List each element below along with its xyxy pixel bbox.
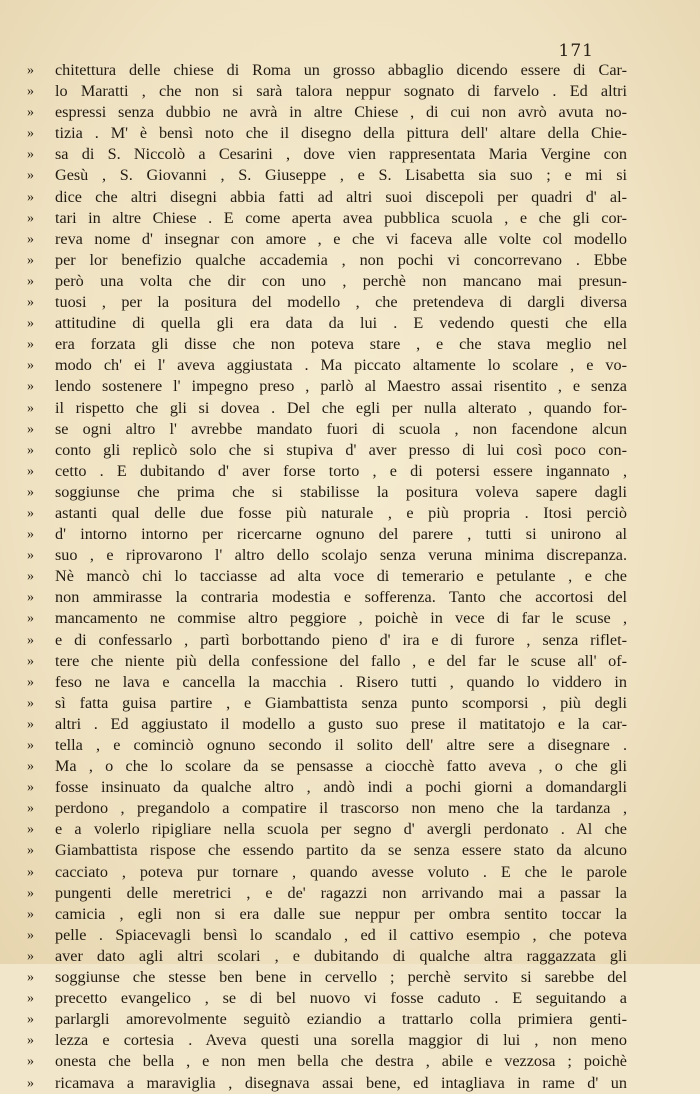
text-line — [27, 819, 627, 840]
quote-mark: » — [27, 801, 34, 817]
quote-mark: » — [27, 738, 34, 753]
text-line — [27, 440, 627, 461]
text-line — [27, 883, 627, 904]
quote-mark: » — [27, 590, 34, 606]
text-line — [27, 967, 627, 988]
quote-mark: » — [27, 379, 34, 395]
quote-mark: » — [27, 463, 34, 479]
line-text: feso ne lava e cancella la macchia . Risero tutti , quando lo viddero in — [55, 672, 627, 691]
quote-mark: » — [27, 822, 34, 838]
line-text: tari in altre Chiese . E come aperta avea pubblica scuola , e che gli cor- — [55, 208, 627, 227]
text-line — [27, 862, 627, 883]
text-line — [27, 229, 627, 250]
page-number: 171 — [558, 41, 594, 61]
quote-mark: » — [27, 421, 34, 437]
quote-mark: » — [27, 84, 34, 100]
text-line — [27, 651, 627, 672]
quote-mark: » — [27, 991, 34, 1007]
quote-mark: » — [27, 400, 34, 416]
quote-mark: » — [27, 442, 34, 458]
line-text: attitudine di quella gli era data da lui . E vedendo questi che ella — [55, 314, 627, 333]
line-text: Giambattista rispose che essendo partito da se senza essere stato da alcuno — [55, 841, 627, 860]
body-text — [27, 60, 627, 1094]
line-text: dice che altri disegni abbia fatti ad altri suoi discepoli per quadri d' al- — [55, 187, 627, 206]
quote-mark: » — [27, 780, 34, 796]
quote-mark: » — [27, 126, 34, 142]
quote-mark: » — [27, 611, 34, 627]
quote-mark: » — [27, 63, 34, 78]
text-line — [27, 1030, 627, 1051]
text-line — [27, 756, 627, 777]
quote-mark: » — [27, 927, 34, 943]
quote-mark: » — [27, 337, 34, 353]
quote-mark: » — [27, 527, 34, 543]
quote-mark: » — [27, 569, 34, 585]
line-text: Nè mancò chi lo tacciasse ad alta voce di temerario e petulante , e che — [55, 567, 627, 586]
text-line — [27, 334, 627, 355]
line-text: Ma , o che lo scolare da se pensasse a ciocchè fatto aveva , o che gli — [55, 757, 627, 776]
line-text: precetto evangelico , se di bel nuovo vi fosse caduto . E seguitando a — [55, 989, 627, 1008]
quote-mark: » — [27, 316, 34, 332]
quote-mark: » — [27, 843, 34, 859]
line-text: lendo sostenere l' impegno preso , parlò al Maestro assai risentito , e senza — [55, 377, 627, 396]
text-line — [27, 587, 627, 608]
text-line — [27, 798, 627, 819]
text-line — [27, 355, 627, 376]
text-line — [27, 208, 627, 229]
line-text: pungenti delle meretrici , e de' ragazzi non arrivando mai a passar la — [55, 883, 627, 902]
quote-mark: » — [27, 484, 34, 500]
quote-mark: » — [27, 948, 34, 964]
quote-mark: » — [27, 548, 34, 564]
line-text: ricamava a maraviglia , disegnava assai bene, ed intagliava in rame d' un — [55, 1073, 627, 1092]
line-text: aver dato agli altri scolari , e dubitando di qualche altra raggazzata gli — [55, 946, 627, 965]
line-text: pelle . Spiacevagli bensì lo scandalo , ed il cattivo esempio , che poteva — [55, 925, 627, 944]
line-text: suo , e riprovarono l' altro dello scolajo senza veruna minima discrepanza. — [55, 546, 627, 565]
line-text: soggiunse che prima che si stabilisse la positura voleva sapere dagli — [55, 482, 627, 501]
text-line — [27, 503, 627, 524]
text-line — [27, 271, 627, 292]
quote-mark: » — [27, 759, 34, 775]
text-line — [27, 165, 627, 186]
text-line — [27, 482, 627, 503]
quote-mark: » — [27, 252, 34, 268]
text-line — [27, 608, 627, 629]
text-line — [27, 102, 627, 123]
text-line — [27, 566, 627, 587]
line-text: onesta che bella , e non men bella che destra , abile e vezzosa ; poichè — [55, 1052, 627, 1071]
quote-mark: » — [27, 210, 34, 226]
line-text: modo ch' ei l' aveva aggiustata . Ma piccato altamente lo scolare , e vo- — [55, 356, 627, 375]
line-text: e di confessarlo , partì borbottando pieno d' ira e di furore , senza riflet- — [55, 630, 627, 649]
line-text: perdono , pregandolo a compatire il trascorso non meno che la tardanza , — [55, 799, 627, 818]
quote-mark: » — [27, 716, 34, 732]
text-line — [27, 313, 627, 334]
line-text: era forzata gli disse che non poteva stare , e che stava meglio nel — [55, 335, 627, 354]
quote-mark: » — [27, 168, 34, 184]
quote-mark: » — [27, 273, 34, 289]
line-text: altri . Ed aggiustato il modello a gusto suo prese il matitatojo e la car- — [55, 714, 627, 733]
line-text: per lor benefizio qualche accademia , non pochi vi concorrevano . Ebbe — [55, 250, 627, 269]
text-line — [27, 81, 627, 102]
line-text: tizia . M' è bensì noto che il disegno della pittura dell' altare della Chie- — [55, 124, 627, 143]
quote-mark: » — [27, 189, 34, 205]
text-line — [27, 925, 627, 946]
line-text: lezza e cortesia . Aveva questi una sorella maggior di lui , non meno — [55, 1031, 627, 1050]
line-text: reva nome d' insegnar con amore , e che vi faceva alle volte col modello — [55, 229, 627, 248]
quote-mark: » — [27, 1054, 34, 1070]
line-text: sì fatta guisa partire , e Giambattista senza punto scomporsi , più degli — [55, 693, 627, 712]
text-line — [27, 988, 627, 1009]
quote-mark: » — [27, 295, 34, 311]
quote-mark: » — [27, 1033, 34, 1049]
text-line — [27, 461, 627, 482]
quote-mark: » — [27, 632, 34, 648]
line-text: chitettura delle chiese di Roma un grosso abbaglio dicendo essere di Car- — [55, 61, 627, 79]
text-line — [27, 398, 627, 419]
line-text: se ogni altro l' avrebbe mandato fuori di scuola , non facendone alcun — [55, 419, 627, 438]
quote-mark: » — [27, 147, 34, 163]
quote-mark: » — [27, 674, 34, 690]
quote-mark: » — [27, 105, 34, 121]
text-line — [27, 904, 627, 925]
text-line — [27, 292, 627, 313]
line-text: fosse insinuato da qualche altro , andò indi a pochi giorni a domandargli — [55, 778, 627, 797]
line-text: astanti qual delle due fosse più naturale , e più propria . Itosi perciò — [55, 503, 627, 522]
line-text: conto gli replicò solo che si stupiva d' aver presso di lui così poco con- — [55, 440, 627, 459]
line-text: cacciato , poteva pur tornare , quando avesse voluto . E che le parole — [55, 862, 627, 881]
line-text: Gesù , S. Giovanni , S. Giuseppe , e S. Lisabetta sia suo ; e mi si — [55, 166, 627, 185]
text-line — [27, 187, 627, 208]
text-line — [27, 1073, 627, 1094]
quote-mark: » — [27, 970, 34, 986]
line-text: tere che niente più della confessione del fallo , e del far le scuse all' of- — [55, 651, 627, 670]
line-text: soggiunse che stesse ben bene in cervello ; perchè servito si sarebbe del — [55, 968, 627, 987]
text-line — [27, 545, 627, 566]
text-line — [27, 1009, 627, 1030]
quote-mark: » — [27, 358, 34, 374]
line-text: tuosi , per la positura del modello , che pretendeva di dargli diversa — [55, 293, 627, 312]
line-text: lo Maratti , che non si sarà talora neppur sognato di farvelo . Ed altri — [55, 82, 627, 101]
text-line — [27, 630, 627, 651]
line-text: mancamento ne commise altro peggiore , poichè in vece di far le scuse , — [55, 609, 627, 628]
line-text: tella , e cominciò ognuno secondo il solito dell' altre sere a disegnare . — [55, 736, 627, 754]
line-text: cetto . E dubitando d' aver forse torto , e di potersi essere ingannato , — [55, 461, 627, 480]
line-text: d' intorno intorno per ricercarne ognuno del parere , tutti si unirono al — [55, 525, 627, 544]
text-line — [27, 777, 627, 798]
quote-mark: » — [27, 695, 34, 711]
text-line — [27, 376, 627, 397]
text-line — [27, 144, 627, 165]
line-text: espressi senza dubbio ne avrà in altre Chiese , di cui non avrò avuta no- — [55, 103, 627, 122]
text-line — [27, 250, 627, 271]
line-text: camicia , egli non si era dalle sue neppur per ombra sentito toccar la — [55, 904, 627, 923]
text-line — [27, 60, 627, 81]
quote-mark: » — [27, 906, 34, 922]
quote-mark: » — [27, 505, 34, 521]
line-text: però una volta che dir con uno , perchè non mancano mai presun- — [55, 271, 627, 290]
quote-mark: » — [27, 1075, 34, 1091]
quote-mark: » — [27, 1012, 34, 1028]
text-line — [27, 840, 627, 861]
text-line — [27, 735, 627, 756]
text-line — [27, 714, 627, 735]
text-line — [27, 672, 627, 693]
text-line — [27, 693, 627, 714]
line-text: parlargli amorevolmente seguitò eziandio a trattarlo colla primiera genti- — [55, 1010, 627, 1029]
line-text: non ammirasse la contraria modestia e sofferenza. Tanto che accortosi del — [55, 588, 627, 607]
quote-mark: » — [27, 885, 34, 901]
line-text: e a volerlo ripigliare nella scuola per segno d' avergli perdonato . Al che — [55, 820, 627, 839]
quote-mark: » — [27, 864, 34, 880]
line-text: sa di S. Niccolò a Cesarini , dove vien rappresentata Maria Vergine con — [55, 145, 627, 164]
text-line — [27, 1051, 627, 1072]
text-line — [27, 123, 627, 144]
quote-mark: » — [27, 231, 34, 247]
quote-mark: » — [27, 653, 34, 669]
text-line — [27, 524, 627, 545]
line-text: il rispetto che gli si dovea . Del che egli per nulla alterato , quando for- — [55, 398, 627, 417]
text-line — [27, 419, 627, 440]
